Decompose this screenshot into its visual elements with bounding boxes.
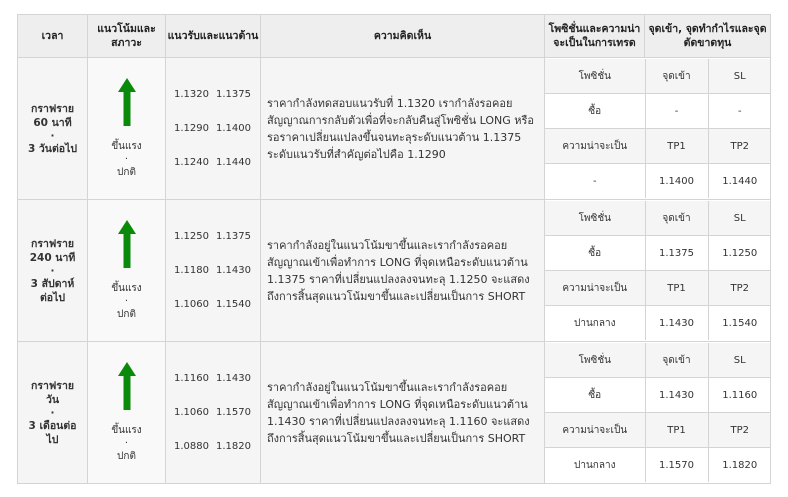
- support-level: 1.1060: [174, 407, 209, 418]
- position-grid-cell: TP1: [645, 271, 708, 306]
- position-grid-cell: 1.1430: [645, 378, 708, 413]
- position-grid-cell: TP2: [708, 413, 771, 448]
- support-level: 1.1240: [174, 157, 209, 168]
- timeframe-horizon-cont: ไป: [46, 433, 59, 446]
- position-grid-cell: โพซิชั่น: [545, 201, 645, 236]
- comment-cell: ราคากำลังอยู่ในแนวโน้มขาขึ้นและเรากำลังรอคอยสัญญาณเข้าเพื่อทำการ LONG ที่จุดเหนือระดับแนวต้าน 1.1375 ราคาที่เปลี่ยนแปลงลงจนทะลุ 1.1250 จะแสดงถึงการสิ้นสุดแนวโน้มขาขึ้นและเปลี่ยนเป็นการ SHORT: [261, 200, 545, 342]
- separator-dot: ·: [50, 129, 55, 142]
- timeframe-label: กราฟราย: [30, 102, 74, 115]
- position-grid-row: [545, 343, 771, 378]
- header-row: [18, 15, 771, 58]
- position-grid-cell: 1.1375: [645, 236, 708, 271]
- position-grid-cell: ความน่าจะเป็น: [545, 271, 645, 306]
- trend-cell: [88, 342, 166, 484]
- resistance-level: 1.1540: [216, 299, 251, 310]
- timeframe-label: กราฟราย: [30, 379, 74, 392]
- header-time: เวลา: [18, 15, 88, 58]
- position-grid-cell: SL: [708, 343, 771, 378]
- resistance-level: 1.1430: [216, 373, 251, 384]
- position-grid-cell: SL: [708, 59, 771, 94]
- table-row: [18, 200, 771, 342]
- trend-state: ปกติ: [117, 308, 136, 320]
- support-resistance-cell: [166, 200, 261, 342]
- position-grid-row: [545, 236, 771, 271]
- position-grid-row: [545, 129, 771, 164]
- resistance-level: 1.1375: [216, 231, 251, 242]
- trend-state: ปกติ: [117, 450, 136, 462]
- separator-dot: ·: [124, 437, 129, 449]
- position-grid-row: [545, 201, 771, 236]
- position-targets-cell: [545, 58, 771, 200]
- arrow-up-icon: [118, 220, 136, 268]
- resistance-level: 1.1820: [216, 441, 251, 452]
- position-grid-row: [545, 164, 771, 199]
- support-resistance-pair: [174, 112, 260, 146]
- position-grid-cell: 1.1570: [645, 448, 708, 483]
- arrow-up-icon: [118, 78, 136, 126]
- position-grid-cell: ซื้อ: [545, 94, 645, 129]
- timeframe-horizon: 3 เดือนต่อ: [28, 419, 77, 432]
- table-row: [18, 342, 771, 484]
- position-grid-row: [545, 59, 771, 94]
- timeframe-horizon: 3 สัปดาห์: [30, 277, 75, 290]
- trend-cell: [88, 200, 166, 342]
- header-comment: ความคิดเห็น: [261, 15, 545, 58]
- trend-strength: ขึ้นแรง: [111, 424, 142, 436]
- position-grid-cell: TP1: [645, 413, 708, 448]
- header-targets: จุดเข้า, จุดทำกำไรและจุดตัดขาดทุน: [645, 15, 771, 58]
- position-targets-cell: [545, 342, 771, 484]
- position-grid: [545, 343, 771, 482]
- support-level: 1.1160: [174, 373, 209, 384]
- position-grid-cell: ซื้อ: [545, 378, 645, 413]
- support-resistance-pair: [174, 288, 260, 322]
- support-resistance-pair: [174, 430, 260, 464]
- timeframe-period: 240 นาที: [29, 251, 76, 264]
- timeframe-period: วัน: [45, 393, 60, 406]
- separator-dot: ·: [124, 295, 129, 307]
- position-grid-row: [545, 306, 771, 341]
- trend-strength: ขึ้นแรง: [111, 282, 142, 294]
- timeframe-horizon-cont: ต่อไป: [39, 291, 66, 304]
- comment-cell: ราคากำลังทดสอบแนวรับที่ 1.1320 เรากำลังรอคอยสัญญาณการกลับตัวเพื่อที่จะกลับคืนสู่โพซิชั่น LONG หรือรอราคาเปลี่ยนแปลงขึ้นจนทะลุระดับแนวต้าน 1.1375 ระดับแนวรับที่สำคัญต่อไปคือ 1.1290: [261, 58, 545, 200]
- position-grid-cell: TP2: [708, 271, 771, 306]
- separator-dot: ·: [124, 153, 129, 165]
- resistance-level: 1.1375: [216, 89, 251, 100]
- support-resistance-pair: [174, 254, 260, 288]
- position-grid-cell: 1.1820: [708, 448, 771, 483]
- position-grid-row: [545, 448, 771, 483]
- resistance-level: 1.1400: [216, 123, 251, 134]
- support-resistance-pair: [174, 220, 260, 254]
- position-grid-cell: 1.1440: [708, 164, 771, 199]
- support-resistance-cell: [166, 58, 261, 200]
- timeframe-cell: [18, 342, 88, 484]
- timeframe-cell: [18, 58, 88, 200]
- support-level: 1.0880: [174, 441, 209, 452]
- resistance-level: 1.1570: [216, 407, 251, 418]
- trend-strength: ขึ้นแรง: [111, 140, 142, 152]
- timeframe-period: 60 นาที: [33, 116, 72, 129]
- position-grid-row: [545, 413, 771, 448]
- position-grid-cell: ปานกลาง: [545, 306, 645, 341]
- position-grid-cell: -: [545, 164, 645, 199]
- support-resistance-pair: [174, 396, 260, 430]
- position-grid-cell: จุดเข้า: [645, 59, 708, 94]
- table-row: [18, 58, 771, 200]
- position-grid-row: [545, 378, 771, 413]
- header-support-resistance: แนวรับและแนวต้าน: [166, 15, 261, 58]
- position-grid-cell: ปานกลาง: [545, 448, 645, 483]
- comment-cell: ราคากำลังอยู่ในแนวโน้มขาขึ้นและเรากำลังรอคอยสัญญาณเข้าเพื่อทำการ LONG ที่จุดเหนือระดับแนวต้าน 1.1430 ราคาที่เปลี่ยนแปลงลงจนทะลุ 1.1160 จะแสดงถึงการสิ้นสุดแนวโน้มขาขึ้นและเปลี่ยนเป็นการ SHORT: [261, 342, 545, 484]
- position-grid-cell: TP2: [708, 129, 771, 164]
- separator-dot: ·: [50, 406, 55, 419]
- trend-state: ปกติ: [117, 166, 136, 178]
- position-grid: [545, 201, 771, 340]
- trend-cell: [88, 58, 166, 200]
- support-level: 1.1180: [174, 265, 209, 276]
- position-grid-row: [545, 94, 771, 129]
- timeframe-cell: [18, 200, 88, 342]
- position-grid-cell: 1.1160: [708, 378, 771, 413]
- support-level: 1.1320: [174, 89, 209, 100]
- resistance-level: 1.1430: [216, 265, 251, 276]
- forecast-table: [17, 14, 771, 484]
- position-grid-cell: ความน่าจะเป็น: [545, 129, 645, 164]
- separator-dot: ·: [50, 264, 55, 277]
- header-trend: แนวโน้มและสภาวะ: [88, 15, 166, 58]
- position-grid-cell: TP1: [645, 129, 708, 164]
- support-resistance-pair: [174, 362, 260, 396]
- position-grid-cell: โพซิชั่น: [545, 59, 645, 94]
- position-grid-cell: -: [645, 94, 708, 129]
- position-grid-cell: จุดเข้า: [645, 201, 708, 236]
- header-position: โพซิชั่นและความน่าจะเป็นในการเทรด: [545, 15, 645, 58]
- position-grid-cell: โพซิชั่น: [545, 343, 645, 378]
- support-resistance-pair: [174, 78, 260, 112]
- support-level: 1.1290: [174, 123, 209, 134]
- support-resistance-cell: [166, 342, 261, 484]
- position-grid-cell: จุดเข้า: [645, 343, 708, 378]
- support-level: 1.1060: [174, 299, 209, 310]
- support-level: 1.1250: [174, 231, 209, 242]
- position-grid-cell: -: [708, 94, 771, 129]
- position-grid-cell: ซื้อ: [545, 236, 645, 271]
- timeframe-horizon: 3 วันต่อไป: [27, 142, 78, 155]
- position-grid-cell: 1.1250: [708, 236, 771, 271]
- position-grid-cell: 1.1540: [708, 306, 771, 341]
- position-grid-cell: SL: [708, 201, 771, 236]
- position-grid-cell: 1.1400: [645, 164, 708, 199]
- position-grid-row: [545, 271, 771, 306]
- support-resistance-pair: [174, 146, 260, 180]
- position-grid-cell: 1.1430: [645, 306, 708, 341]
- position-targets-cell: [545, 200, 771, 342]
- position-grid: [545, 59, 771, 198]
- timeframe-label: กราฟราย: [30, 237, 74, 250]
- arrow-up-icon: [118, 362, 136, 410]
- position-grid-cell: ความน่าจะเป็น: [545, 413, 645, 448]
- resistance-level: 1.1440: [216, 157, 251, 168]
